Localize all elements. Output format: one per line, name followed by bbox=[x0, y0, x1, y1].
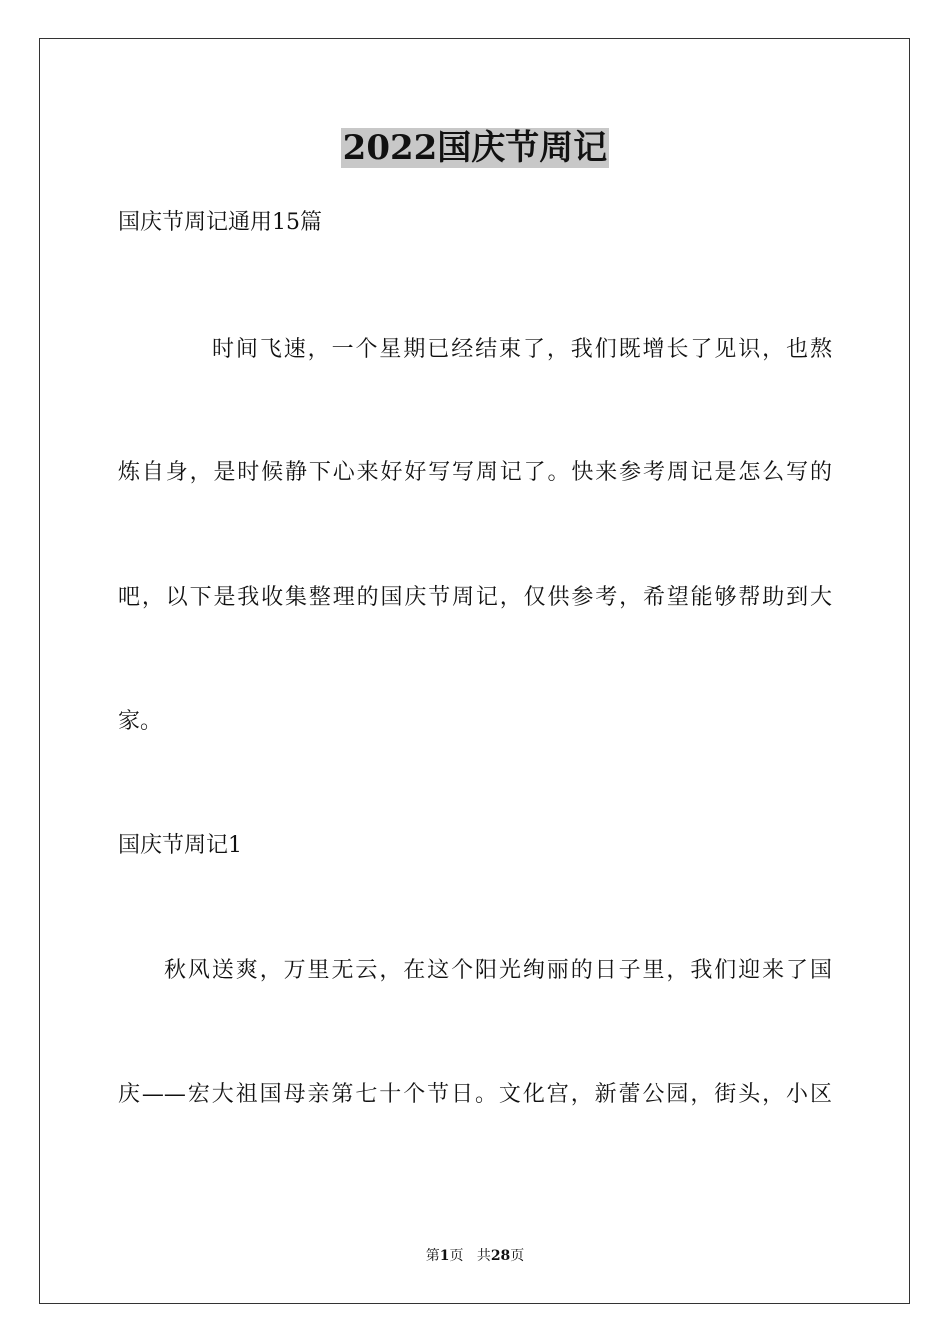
intro-line-2: 炼自身，是时候静下心来好好写写周记了。快来参考周记是怎么写的 bbox=[118, 460, 832, 485]
footer-total-pages: 28 bbox=[490, 1248, 511, 1264]
intro-line-4: 家。 bbox=[118, 709, 163, 734]
footer-total-prefix: 共 bbox=[476, 1248, 491, 1264]
page-footer bbox=[0, 1246, 950, 1266]
document-subtitle: 国庆节周记通用15篇 bbox=[118, 210, 322, 235]
section-line-1: 秋风送爽，万里无云，在这个阳光绚丽的日子里，我们迎来了国 bbox=[164, 958, 832, 983]
document-title bbox=[0, 126, 950, 170]
section-line-2: 庆——宏大祖国母亲第七十个节日。文化宫，新蕾公园，街头，小区 bbox=[118, 1082, 832, 1107]
intro-line-3: 吧，以下是我收集整理的国庆节周记，仅供参考，希望能够帮助到大 bbox=[118, 585, 832, 610]
intro-line-1: 时间飞速，一个星期已经结束了，我们既增长了见识，也熬 bbox=[212, 337, 832, 362]
footer-page-suffix: 页 bbox=[449, 1248, 464, 1264]
footer-total-suffix: 页 bbox=[510, 1248, 525, 1264]
footer-page-prefix: 第 bbox=[425, 1248, 440, 1264]
document-title-text: 2022国庆节周记 bbox=[342, 128, 608, 168]
footer-page-number: 1 bbox=[439, 1248, 450, 1264]
section-heading: 国庆节周记1 bbox=[118, 833, 242, 858]
